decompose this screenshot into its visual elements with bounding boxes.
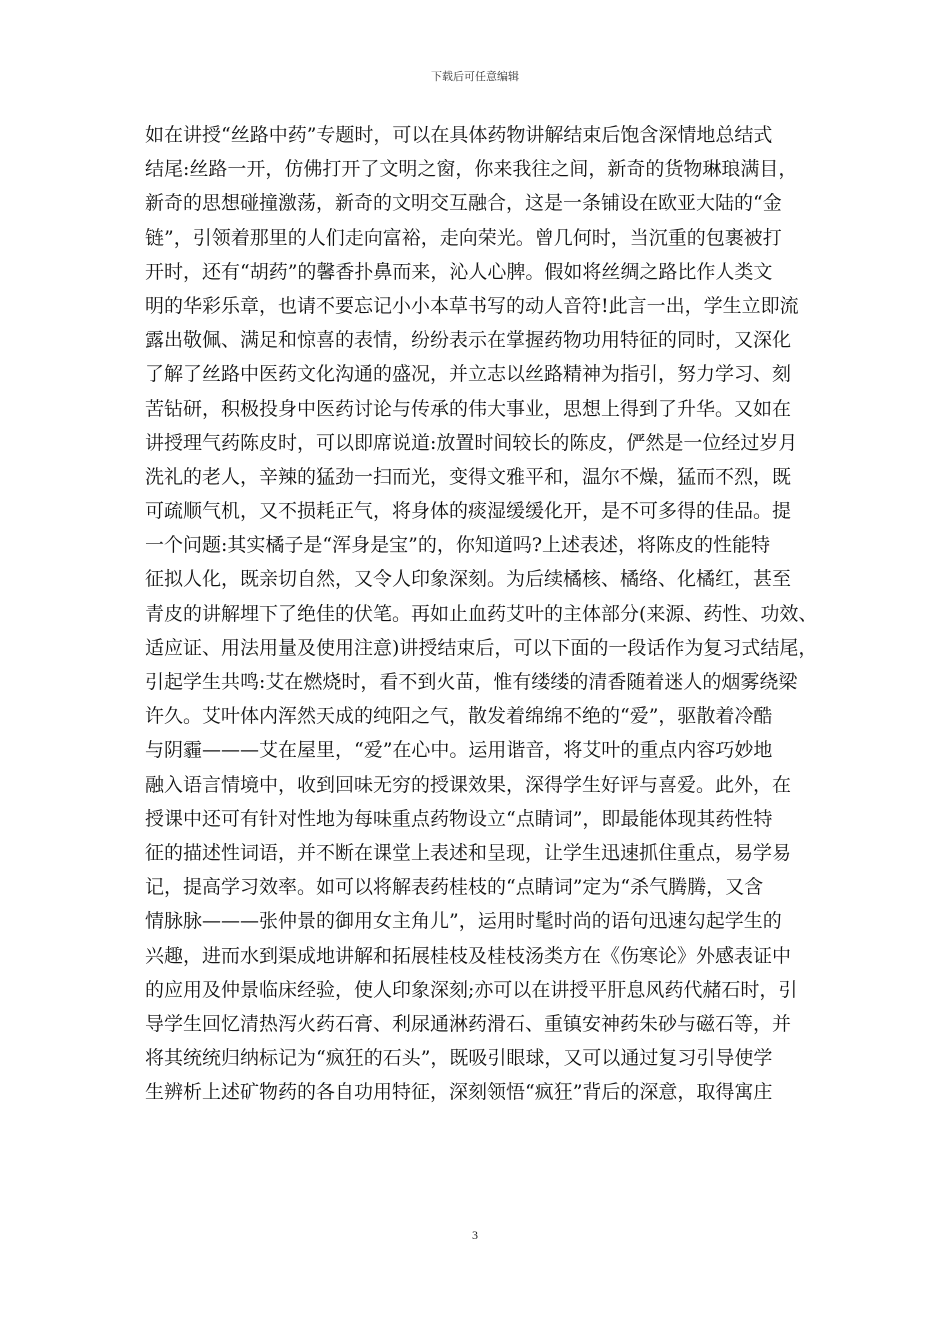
text-line: 许久。艾叶体内浑然天成的纯阳之气，散发着绵绵不绝的“爱”，驱散着冷酷	[145, 705, 773, 728]
text-line: 新奇的思想碰撞激荡，新奇的文明交互融合，这是一条铺设在欧亚大陆的“金	[145, 192, 782, 215]
text-line: 融入语言情境中，收到回味无穷的授课效果，深得学生好评与喜爱。此外，在	[145, 773, 792, 796]
text-line: 链”，引领着那里的人们走向富裕，走向荣光。曾几何时，当沉重的包裹被打	[145, 226, 782, 249]
text-line: 适应证、用法用量及使用注意)讲授结束后，可以下面的一段话作为复习式结尾，	[145, 636, 818, 659]
text-line: 将其统统归纳标记为“疯狂的石头”，既吸引眼球，又可以通过复习引导使学	[145, 1047, 773, 1070]
page-header: 下载后可任意编辑	[431, 70, 519, 83]
text-line: 情脉脉———张仲景的御用女主角儿”，运用时髦时尚的语句迅速勾起学生的	[145, 910, 782, 933]
text-line: 结尾:丝路一开，仿佛打开了文明之窗，你来我往之间，新奇的货物琳琅满目，	[145, 158, 798, 181]
text-line: 的应用及仲景临床经验，使人印象深刻;亦可以在讲授平肝息风药代赭石时，引	[145, 978, 798, 1001]
text-line: 如在讲授“丝路中药”专题时，可以在具体药物讲解结束后饱含深情地总结式	[145, 124, 773, 146]
text-line: 讲授理气药陈皮时，可以即席说道:放置时间较长的陈皮，俨然是一位经过岁月	[145, 431, 798, 454]
text-line: 可疏顺气机，又不损耗正气，将身体的痰湿缓缓化开，是不可多得的佳品。提	[145, 500, 792, 523]
text-line: 征拟人化，既亲切自然，又令人印象深刻。为后续橘核、橘络、化橘红，甚至	[145, 568, 792, 591]
text-line: 明的华彩乐章，也请不要忘记小小本草书写的动人音符!此言一出，学生立即流	[145, 294, 799, 317]
text-line: 授课中还可有针对性地为每味重点药物设立“点睛词”，即最能体现其药性特	[145, 807, 773, 830]
text-line: 青皮的讲解埋下了绝佳的伏笔。再如止血药艾叶的主体部分(来源、药性、功效、	[145, 602, 818, 625]
text-line: 兴趣，进而水到渠成地讲解和拓展桂枝及桂枝汤类方在《伤寒论》外感表证中	[145, 944, 792, 967]
page-number: 3	[472, 1228, 478, 1242]
text-line: 苦钻研，积极投身中医药讨论与传承的伟大事业，思想上得到了升华。又如在	[145, 397, 792, 420]
text-line: 征的描述性词语，并不断在课堂上表述和呈现，让学生迅速抓住重点，易学易	[145, 841, 792, 864]
text-line: 露出敬佩、满足和惊喜的表情，纷纷表示在掌握药物功用特征的同时，又深化	[145, 329, 792, 352]
body-paragraph	[145, 118, 835, 1109]
text-line: 导学生回忆清热泻火药石膏、利尿通淋药滑石、重镇安神药朱砂与磁石等，并	[145, 1012, 792, 1035]
text-line: 生辨析上述矿物药的各自功用特征，深刻领悟“疯狂”背后的深意，取得寓庄	[145, 1081, 773, 1104]
text-line: 与阴霾———艾在屋里，“爱”在心中。运用谐音，将艾叶的重点内容巧妙地	[145, 739, 773, 762]
text-line: 引起学生共鸣:艾在燃烧时，看不到火苗，惟有缕缕的清香随着迷人的烟雾绕梁	[145, 671, 798, 693]
text-line: 记，提高学习效率。如可以将解表药桂枝的“点睛词”定为“杀气腾腾，又含	[145, 876, 764, 899]
text-line: 了解了丝路中医药文化沟通的盛况，并立志以丝路精神为指引，努力学习、刻	[145, 363, 792, 386]
text-line: 一个问题:其实橘子是“浑身是宝”的，你知道吗?上述表述，将陈皮的性能特	[145, 534, 771, 557]
text-line: 洗礼的老人，辛辣的猛劲一扫而光，变得文雅平和，温尔不燥，猛而不烈，既	[145, 465, 792, 488]
text-line: 开时，还有“胡药”的馨香扑鼻而来，沁人心脾。假如将丝绸之路比作人类文	[145, 260, 773, 283]
